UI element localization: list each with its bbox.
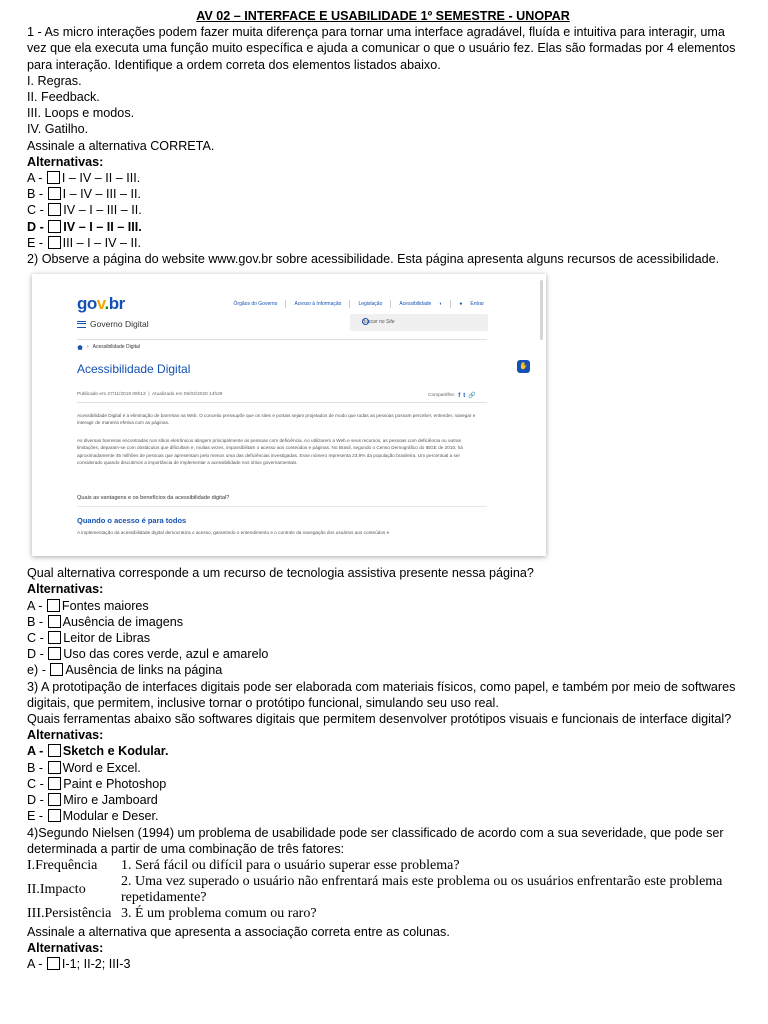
q3-question: Quais ferramentas abaixo são softwares digitais que permitem desenvolver protótipos visuais e funcionais de interface digital? [27, 712, 732, 727]
table-row [27, 858, 739, 874]
option-text: Leitor de Libras [63, 631, 151, 646]
answer-option[interactable] [27, 170, 739, 186]
option-prefix: E - [27, 809, 47, 824]
checkbox[interactable] [48, 615, 61, 628]
option-prefix: D - [27, 219, 48, 234]
option-prefix: C - [27, 203, 48, 218]
table-cell: 3. É um problema comum ou raro? [121, 905, 317, 921]
divider [77, 402, 487, 403]
list-item: III. Loops e modos. [27, 106, 135, 121]
option-text: Modular e Deser. [62, 809, 159, 824]
option-text: I – IV – II – III. [61, 171, 141, 186]
q4-options [27, 956, 739, 972]
nav-item[interactable]: Legislação [358, 301, 383, 308]
answer-option[interactable] [27, 662, 739, 678]
contrast-icon[interactable]: ◐ [439, 301, 443, 308]
article-question: Quais as vantagens e os benefícios da acessibilidade digital? [77, 495, 230, 502]
option-prefix: B - [27, 760, 47, 775]
nav-item[interactable]: Acesso à Informação [294, 301, 342, 308]
checkbox[interactable] [50, 663, 63, 676]
option-prefix: D - [27, 647, 48, 662]
checkbox[interactable] [47, 171, 60, 184]
answer-option[interactable] [27, 202, 739, 218]
checkbox[interactable] [48, 777, 61, 790]
checkbox[interactable] [48, 647, 61, 660]
nav-item[interactable]: Órgãos do Governo [233, 301, 278, 308]
severity-table [27, 858, 739, 922]
breadcrumb-item: Acessibilidade Digital [92, 344, 140, 351]
option-prefix: e) - [27, 663, 50, 678]
top-nav [234, 300, 484, 308]
answer-option[interactable] [27, 776, 739, 792]
list-item: IV. Gatilho. [27, 122, 89, 137]
scrollbar [540, 280, 543, 340]
q3-text: 3) A prototipação de interfaces digitais pode ser elaborada com materiais físicos, como papel, e também por meio de softwares digitais, que permitem, inclusive tornar o protótipo funcional, simulando seu uso real. [27, 679, 736, 710]
table-cell: III.Persistência [27, 905, 112, 921]
answer-option[interactable] [27, 808, 739, 824]
document-page [27, 8, 739, 973]
option-prefix: D - [27, 793, 48, 808]
site-name: Governo Digital [90, 319, 149, 330]
option-prefix: A - [27, 171, 46, 186]
table-row [27, 874, 739, 906]
checkbox[interactable] [48, 187, 61, 200]
table-row [27, 906, 739, 922]
option-prefix: C - [27, 776, 48, 791]
list-item: II. Feedback. [27, 90, 100, 105]
checkbox[interactable] [48, 793, 61, 806]
table-cell: II.Impacto [27, 881, 86, 897]
option-text: Miro e Jamboard [63, 793, 158, 808]
answer-option[interactable] [27, 956, 739, 972]
answer-option[interactable] [27, 760, 739, 776]
option-prefix: C - [27, 631, 48, 646]
option-prefix: A - [27, 957, 46, 972]
q4-alternatives-label: Alternativas: [27, 941, 104, 956]
govbr-screenshot [32, 274, 546, 556]
option-prefix: B - [27, 614, 47, 629]
menu-header[interactable] [77, 319, 149, 329]
table-cell: 1. Será fácil ou difícil para o usuário superar esse problema? [121, 857, 460, 873]
checkbox[interactable] [48, 761, 61, 774]
option-text: I – IV – III – II. [62, 187, 141, 202]
publish-meta: Publicado em 27/11/2019 09h13 | Atualizado em 06/02/2020 14h29 [77, 392, 223, 398]
q2-question: Qual alternativa corresponde a um recurso de tecnologia assistiva presente nessa página? [27, 566, 534, 581]
table-cell: I.Frequência [27, 857, 98, 873]
table-cell: 2. Uma vez superado o usuário não enfrentará mais este problema ou os usuários enfrentarão este problema repetidamente? [121, 873, 723, 905]
share-bar: Compartilhe: f t 🔗 [428, 392, 476, 400]
nav-item[interactable]: Acessibilidade [399, 301, 432, 308]
option-text: III – I – IV – II. [62, 235, 141, 250]
option-prefix: A - [27, 598, 46, 613]
option-text: Paint e Photoshop [63, 776, 167, 791]
facebook-icon[interactable]: f [458, 392, 461, 399]
option-text: Ausência de imagens [62, 614, 184, 629]
home-icon[interactable] [77, 345, 83, 350]
option-prefix: E - [27, 235, 47, 250]
q4-text: 4)Segundo Nielsen (1994) um problema de usabilidade pode ser classificado de acordo com a sua severidade, que pode ser determinada a partir de uma combinação de três fatores: [27, 825, 724, 856]
divider [77, 506, 487, 507]
q1-instruction: Assinale a alternativa CORRETA. [27, 138, 215, 153]
q1-items [27, 73, 739, 138]
option-text: Ausência de links na página [65, 663, 223, 678]
q4-instruction: Assinale a alternativa que apresenta a associação correta entre as colunas. [27, 924, 450, 939]
divider [77, 339, 487, 340]
page-heading: Acessibilidade Digital [77, 362, 191, 377]
checkbox[interactable] [48, 220, 61, 233]
article-paragraph: A implementação da acessibilidade digital democratiza o acesso, garantindo o entendimento e o controle da navegação dos usuários aos conteúdos e [77, 530, 390, 536]
option-prefix: A - [27, 744, 47, 759]
checkbox[interactable] [47, 957, 60, 970]
q3-options [27, 743, 739, 824]
vlibras-hand-icon[interactable]: ✋ [517, 360, 530, 373]
checkbox[interactable] [48, 744, 61, 757]
q2-options [27, 598, 739, 679]
q3-alternatives-label: Alternativas: [27, 728, 104, 743]
login-link[interactable]: Entrar [470, 301, 484, 308]
breadcrumb [77, 344, 140, 350]
answer-option[interactable] [27, 646, 739, 662]
document-title: AV 02 – INTERFACE E USABILIDADE 1º SEMESTRE - UNOPAR [196, 9, 570, 23]
link-icon[interactable]: 🔗 [468, 393, 476, 400]
article-subheading: Quando o acesso é para todos [77, 516, 187, 526]
q2-text: 2) Observe a página do website www.gov.br sobre acessibilidade. Esta página apresenta alguns recursos de acessibilidade. [27, 252, 720, 267]
search-input[interactable]: Buscar no Site [350, 314, 488, 331]
answer-option[interactable] [27, 219, 739, 235]
answer-option[interactable] [27, 743, 739, 759]
divider [390, 300, 391, 308]
q1-alternatives-label: Alternativas: [27, 154, 104, 169]
answer-option[interactable] [27, 614, 739, 630]
checkbox[interactable] [48, 203, 61, 216]
answer-option[interactable] [27, 598, 739, 614]
answer-option[interactable] [27, 235, 739, 251]
option-text: Word e Excel. [62, 760, 141, 775]
hamburger-icon[interactable] [77, 321, 86, 328]
option-text: Sketch e Kodular. [62, 744, 169, 759]
option-text: IV – I – III – II. [63, 203, 142, 218]
checkbox[interactable] [48, 631, 61, 644]
divider [450, 300, 451, 308]
option-text: Fontes maiores [61, 598, 149, 613]
answer-option[interactable] [27, 792, 739, 808]
user-icon[interactable]: ● [459, 301, 463, 308]
article-paragraph: Acessibilidade Digital é a eliminação de barreiras na Web. O conceito pressupõe que os sites e portais sejam projetados de modo que todas as pessoas possam perceber, entender, navegar e interagir de maneira efetiva com as páginas. [77, 413, 476, 426]
checkbox[interactable] [48, 236, 61, 249]
option-text: IV – I – II – III. [63, 219, 142, 234]
answer-option[interactable] [27, 630, 739, 646]
divider [349, 300, 350, 308]
checkbox[interactable] [48, 809, 61, 822]
checkbox[interactable] [47, 599, 60, 612]
article-paragraph: As diversas barreiras encontradas nos sítios eletrônicos atingem principalmente as pessoas com deficiência. Ao utilizarem a Web e seus recursos, as pessoas com deficiência ou outras limitações, deparam-se com obstáculos que dificultam e, muitas vezes, impossibilitam o acesso aos conteúdos e páginas. No Brasil, segundo o Censo Demográfico do IBGE de 2010, há aproximadamente 45 milhões de pessoas que apresentam pelo menos uma das deficiências investigadas. Esse número representa 23,9% da população brasileira. Um percentual a ser considerado quando discutimos a importância de implementar a acessibilidade nos sítios governamentais. [77, 438, 463, 465]
q1-options [27, 170, 739, 251]
twitter-icon[interactable]: t [463, 392, 466, 399]
q1-text: 1 - As micro interações podem fazer muita diferença para tornar uma interface agradável, fluída e intuitiva para interagir, uma vez que ela executa uma função muito específica e ajuda a comunicar o que o usuário fez. Elas são formadas por 4 elementos para interação. Identifique a ordem correta dos elementos listados abaixo. [27, 25, 736, 72]
list-item: I. Regras. [27, 73, 82, 88]
chevron-right-icon: › [87, 344, 89, 351]
govbr-logo: gov.br [77, 294, 125, 314]
q2-alternatives-label: Alternativas: [27, 582, 104, 597]
option-text: Uso das cores verde, azul e amarelo [63, 647, 269, 662]
option-text: I-1; II-2; III-3 [61, 957, 131, 972]
option-prefix: B - [27, 187, 47, 202]
answer-option[interactable] [27, 186, 739, 202]
divider [285, 300, 286, 308]
